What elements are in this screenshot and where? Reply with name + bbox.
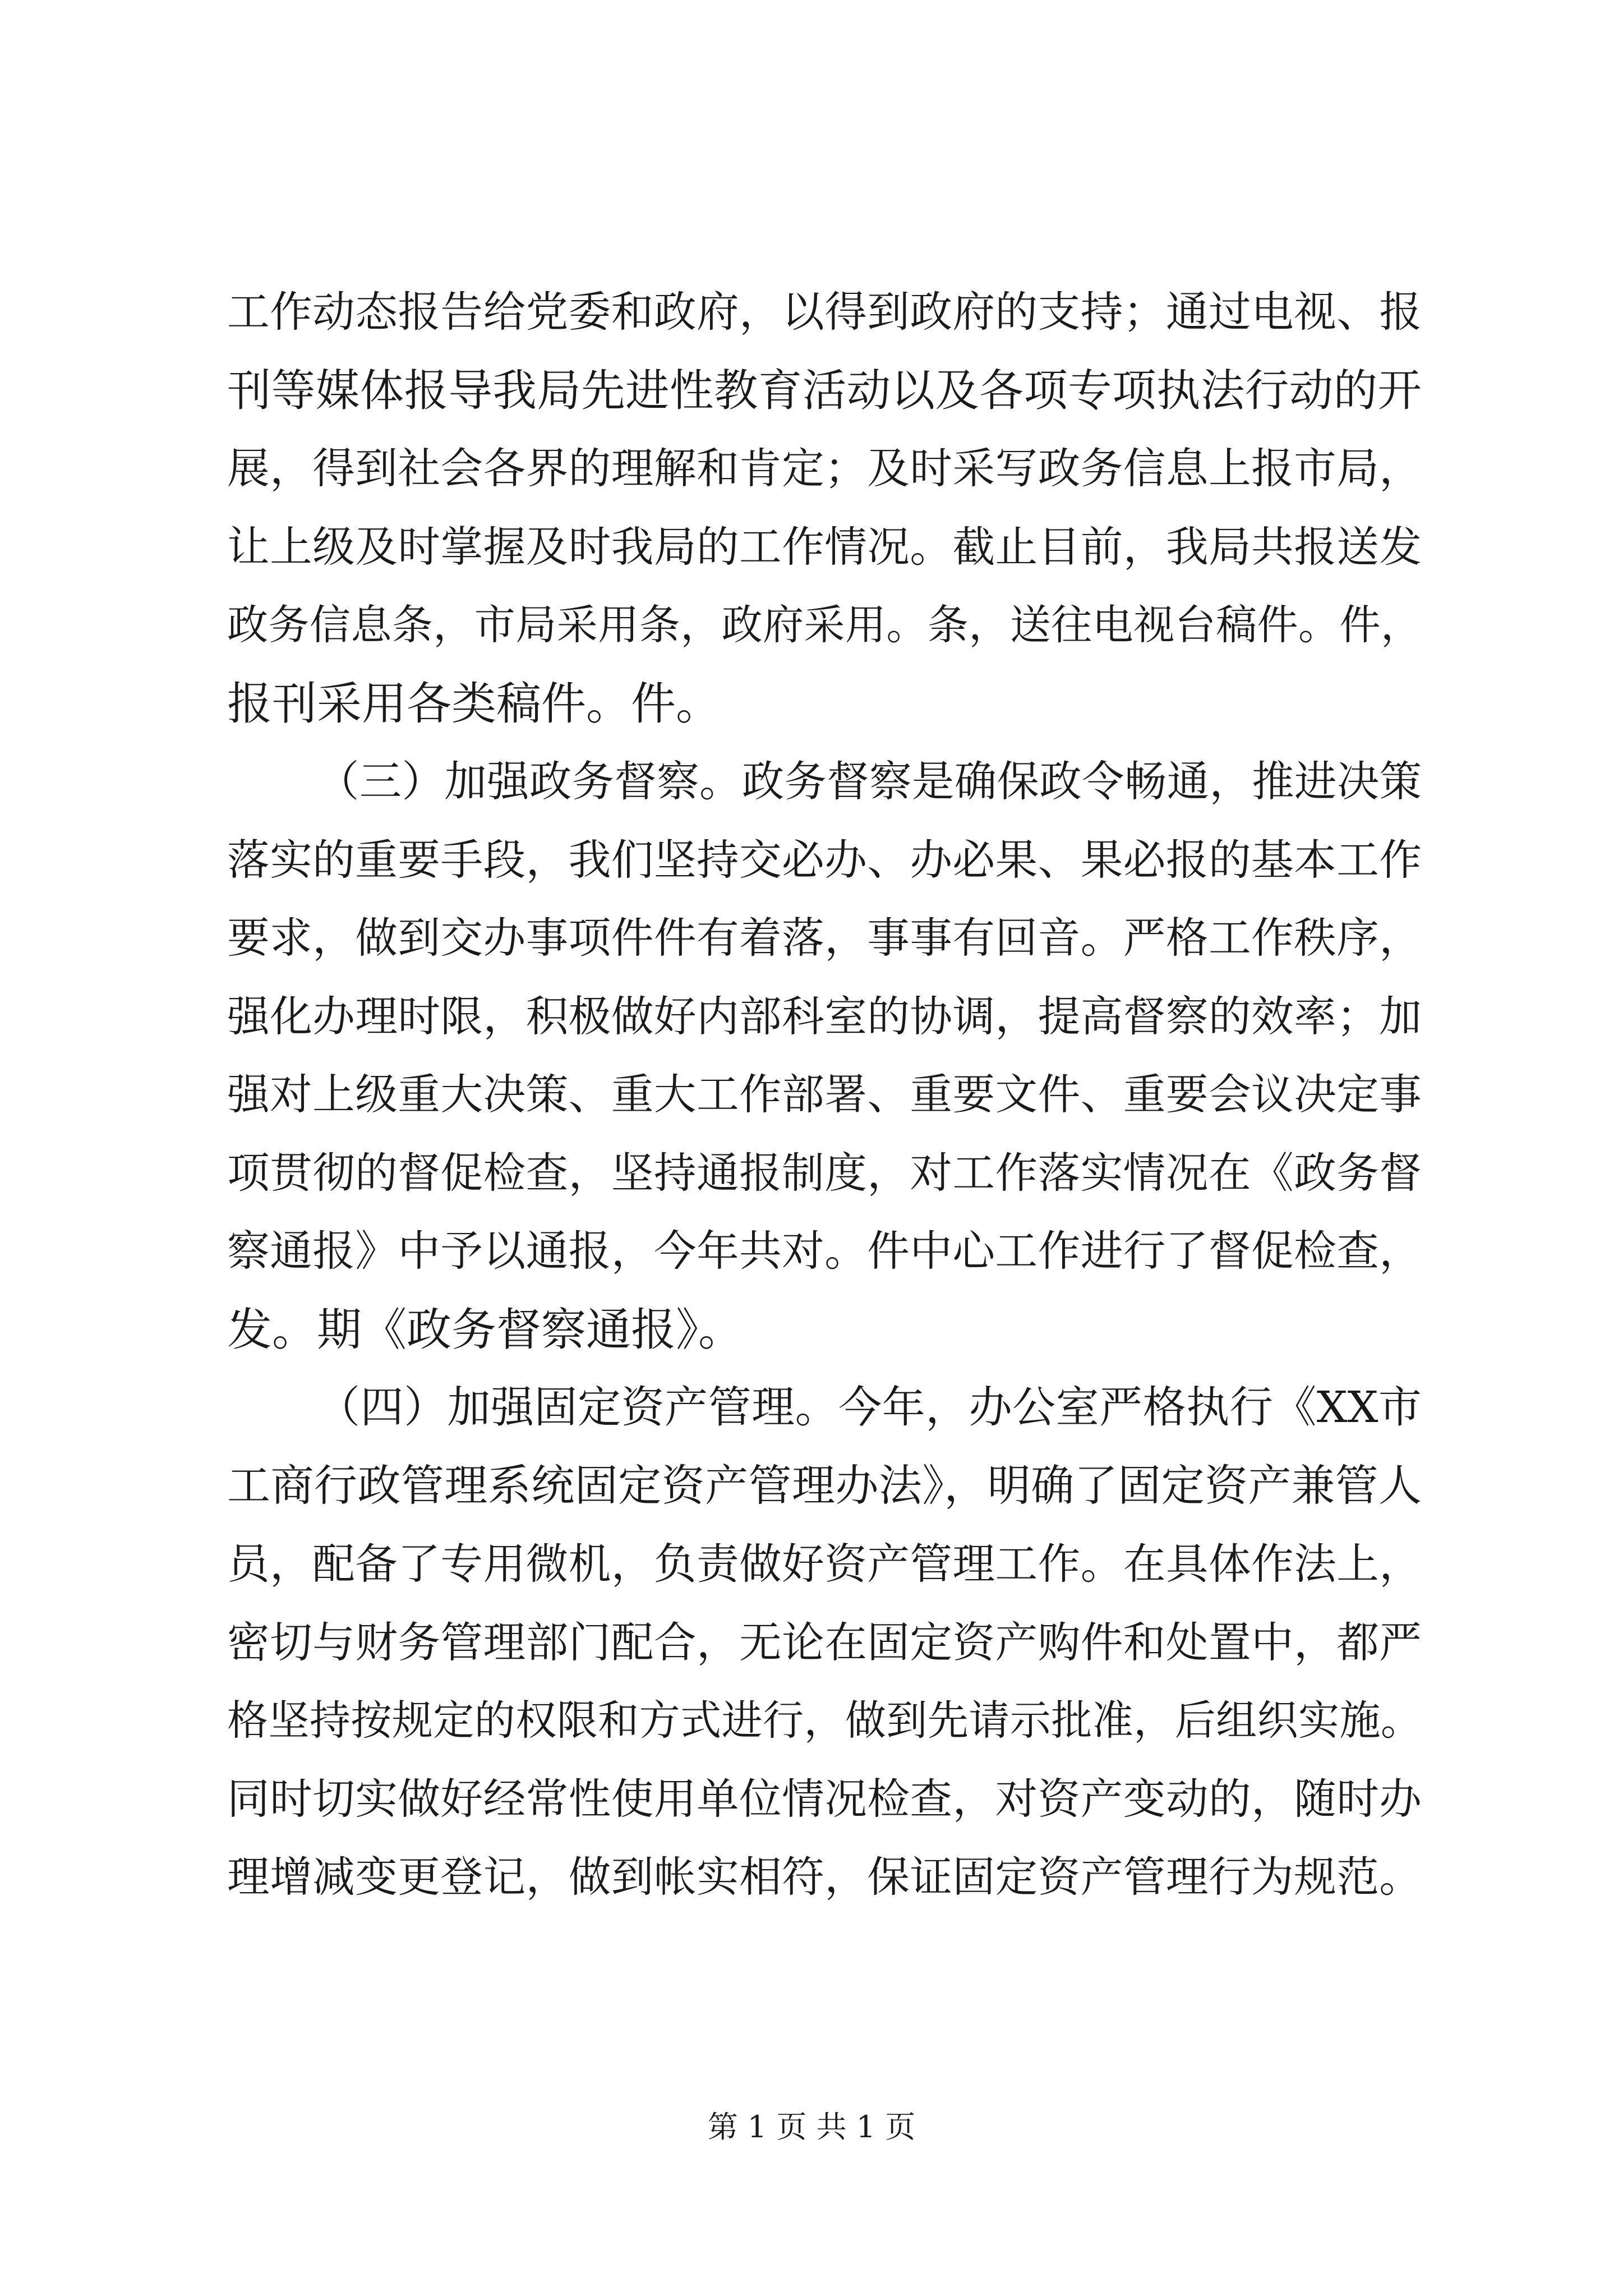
text-line: 让上级及时掌握及时我局的工作情况。截止目前，我局共报送发 (227, 522, 1422, 572)
text-line: 落实的重要手段，我们坚持交必办、办必果、果必报的基本工作 (227, 835, 1422, 885)
text-line: 发。期《政务督察通报》。 (227, 1303, 743, 1356)
text-line: 政务信息条，市局采用条，政府采用。条，送往电视台稿件。件， (227, 601, 1422, 649)
text-line: 格坚持按规定的权限和方式进行，做到先请示批准，后组织实施。 (227, 1697, 1422, 1745)
text-line: 刊等媒体报导我局先进性教育活动以及各项专项执法行动的开 (227, 364, 1422, 416)
text-line: 工商行政管理系统固定资产管理办法》，明确了固定资产兼管人 (227, 1460, 1422, 1511)
text-line: 强对上级重大决策、重大工作部署、重要文件、重要会议决定事 (227, 1070, 1422, 1119)
text-line: 理增减变更登记，做到帐实相符，保证固定资产管理行为规范。 (227, 1852, 1422, 1902)
text-line: 工作动态报告给党委和政府，以得到政府的支持；通过电视、报 (227, 287, 1422, 337)
text-line: 员，配备了专用微机，负责做好资产管理工作。在具体作法上， (227, 1539, 1422, 1589)
text-line: 报刊采用各类稿件。件。 (227, 677, 721, 730)
text-line: 察通报》中予以通报，今年共对。件中心工作进行了督促检查， (227, 1226, 1422, 1276)
paragraph-start-line: （四）加强固定资产管理。今年，办公室严格执行《XX市 (317, 1382, 1422, 1433)
text-line: 要求，做到交办事项件件有着落，事事有回音。严格工作秩序， (227, 913, 1422, 963)
paragraph-start-line: （三）加强政务督察。政务督察是确保政令畅通，推进决策 (317, 757, 1422, 806)
text-line: 密切与财务管理部门配合，无论在固定资产购件和处置中，都严 (227, 1617, 1422, 1667)
text-line: 项贯彻的督促检查，坚持通报制度，对工作落实情况在《政务督 (227, 1148, 1422, 1198)
text-line: 展，得到社会各界的理解和肯定；及时采写政务信息上报市局， (227, 444, 1422, 493)
text-line: 强化办理时限，积极做好内部科室的协调，提高督察的效率；加 (227, 991, 1422, 1041)
text-line: 同时切实做好经常性使用单位情况检查，对资产变动的，随时办 (227, 1774, 1422, 1824)
page-number-footer: 第 1 页 共 1 页 (707, 2109, 916, 2145)
document-body (227, 273, 1422, 1917)
